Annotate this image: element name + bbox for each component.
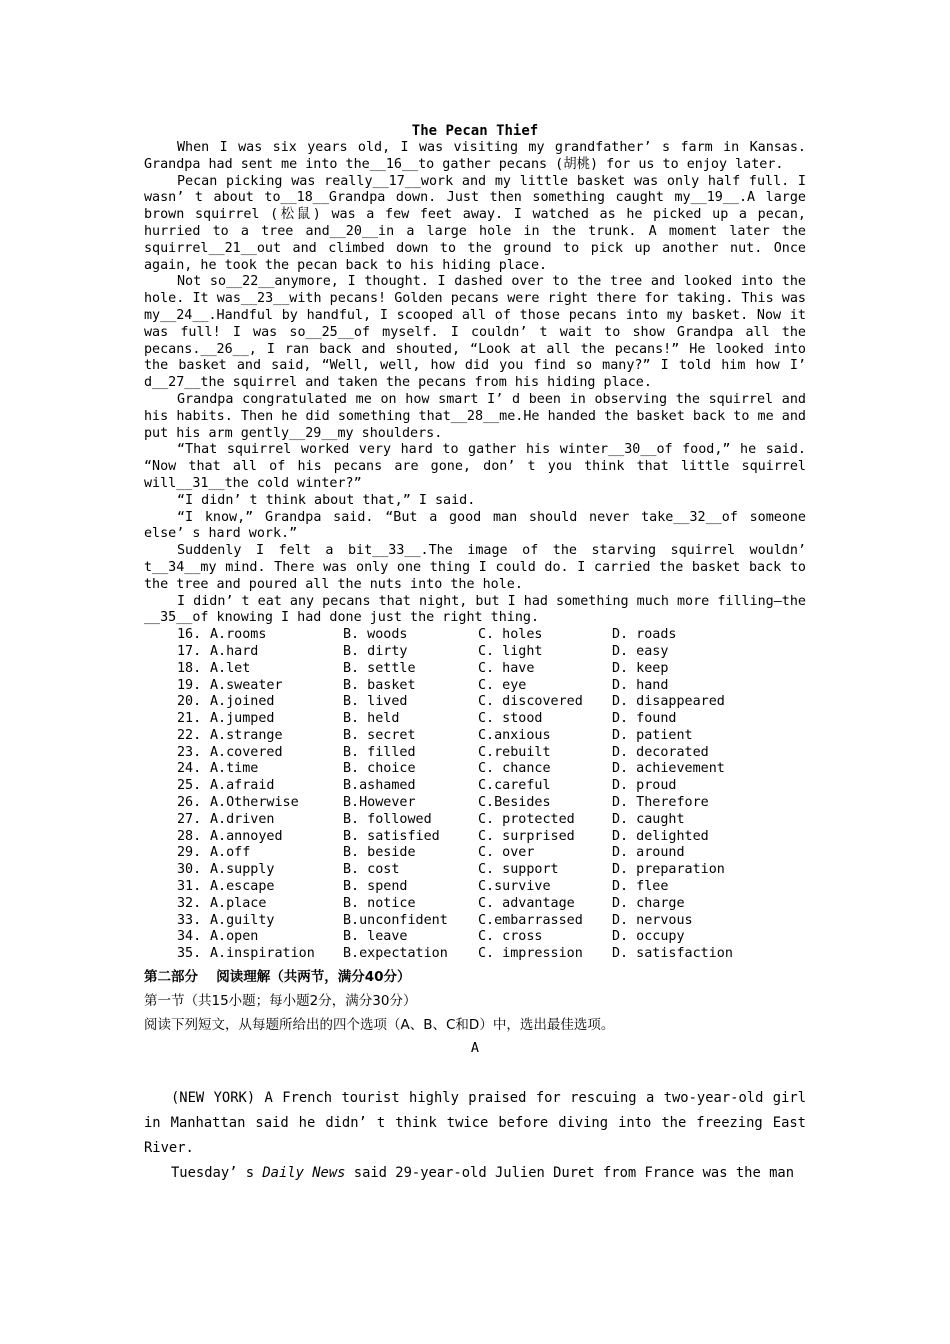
option-choice: A.hard — [210, 643, 259, 659]
question-number: 29. — [177, 845, 202, 861]
section-heading: 第二部分 阅读理解（共两节，满分40分） — [144, 969, 411, 986]
option-row — [144, 896, 806, 913]
document-page — [144, 122, 806, 1186]
option-row — [144, 678, 806, 695]
option-row — [144, 862, 806, 879]
question-number: 25. — [177, 778, 202, 794]
option-choice: D. patient — [612, 727, 693, 743]
option-choice: D. nervous — [612, 912, 693, 928]
cloze-paragraph: I didn’ t eat any pecans that night, but I had something much more filling—the __35__of knowing I had done just the right thing. — [144, 593, 806, 626]
cloze-paragraph: “I didn’ t think about that,” I said. — [177, 492, 476, 508]
question-number: 30. — [177, 862, 202, 878]
cloze-paragraph: Suddenly I felt a bit__33__.The image of the starving squirrel wouldn’ t__34__my mind. There was only one thing I could do. I carried the basket back to the tree and poured all the nuts into the hole. — [144, 543, 806, 592]
option-choice: A.inspiration — [210, 946, 315, 962]
newspaper-name: Daily News — [262, 1165, 346, 1182]
cloze-passage — [144, 140, 806, 627]
section-instruction: 阅读下列短文，从每题所给出的四个选项（A、B、C和D）中，选出最佳选项。 — [144, 1017, 615, 1034]
question-number: 21. — [177, 711, 202, 727]
passage-label: A — [470, 1040, 480, 1057]
option-choice: B. cost — [343, 862, 400, 878]
option-choice: A.annoyed — [210, 828, 283, 844]
cloze-paragraph: When I was six years old, I was visiting my grandfather’ s farm in Kansas. Grandpa had sent me into the__16__to gather pecans (胡桃) for us to enjoy later. — [144, 140, 806, 172]
option-row — [144, 728, 806, 745]
option-row — [144, 812, 806, 829]
option-choice: A.open — [210, 929, 259, 945]
cloze-paragraph: Grandpa congratulated me on how smart I’ d been in observing the squirrel and his habits. Then he did something that__28__me.He handed the basket back to me and put his arm gently__29__my shoulders. — [144, 391, 806, 441]
option-choice: D. around — [612, 845, 685, 861]
option-choice: C. protected — [478, 811, 575, 827]
news-paragraph-1: (NEW YORK) A French tourist highly praised for rescuing a two-year-old girl in Manhattan said he didn’ t think twice before diving into the freezing East River. — [144, 1090, 806, 1157]
question-number: 24. — [177, 761, 202, 777]
option-choice: D. proud — [612, 778, 677, 794]
option-choice: C. chance — [478, 761, 551, 777]
option-choice: C. eye — [478, 677, 527, 693]
option-choice: B. beside — [343, 845, 416, 861]
question-number: 16. — [177, 627, 202, 643]
option-choice: B. leave — [343, 929, 408, 945]
option-choice: C. over — [478, 845, 535, 861]
option-choice: D. hand — [612, 677, 669, 693]
option-choice: A.off — [210, 845, 251, 861]
cloze-paragraph: “That squirrel worked very hard to gather his winter__30__of food,” he said. “Now that all of his pecans are gone, don’ t you think that little squirrel will__31__the cold winter?” — [144, 442, 806, 491]
question-number: 26. — [177, 795, 202, 811]
option-choice: C. impression — [478, 946, 583, 962]
option-choice: C. cross — [478, 929, 543, 945]
option-choice: D. occupy — [612, 929, 685, 945]
news-paragraph-2 — [144, 1161, 806, 1186]
option-row — [144, 694, 806, 711]
option-choice: D. charge — [612, 895, 685, 911]
question-number: 32. — [177, 895, 202, 911]
question-number: 34. — [177, 929, 202, 945]
option-choice: D. delighted — [612, 828, 709, 844]
option-choice: C.survive — [478, 879, 551, 895]
option-choice: B.However — [343, 795, 416, 811]
option-row — [144, 829, 806, 846]
option-choice: B. spend — [343, 879, 408, 895]
question-number: 20. — [177, 694, 202, 710]
option-row — [144, 761, 806, 778]
option-choice: B. choice — [343, 761, 416, 777]
option-choice: C. surprised — [478, 828, 575, 844]
option-choice: C.careful — [478, 778, 551, 794]
option-choice: C. holes — [478, 627, 543, 643]
option-row — [144, 778, 806, 795]
option-row — [144, 929, 806, 946]
option-choice: B. basket — [343, 677, 416, 693]
option-choice: C.rebuilt — [478, 744, 551, 760]
option-choice: B. notice — [343, 895, 416, 911]
option-choice: B.expectation — [343, 946, 448, 962]
option-choice: A.joined — [210, 694, 275, 710]
option-choice: D. flee — [612, 879, 669, 895]
news-text: Tuesday’ s — [171, 1165, 263, 1182]
option-choice: A.let — [210, 660, 251, 676]
option-choice: A.time — [210, 761, 259, 777]
options-list — [144, 627, 806, 963]
option-choice: B. dirty — [343, 643, 408, 659]
cloze-paragraph: Pecan picking was really__17__work and my little basket was only half full. I wasn’ t about to__18__Grandpa down. Just then something caught my__19__.A large brown squirrel (松鼠) was a few feet away. I watched as he picked up a pecan, hurried to a tree and__20__in a large hole in the trunk. A moment later the squirrel__21__out and climbed down to the ground to pick up another nut. Once again, he took the pecan back to his hiding place. — [144, 173, 806, 273]
option-choice: C. advantage — [478, 895, 575, 911]
section-subheading: 第一节（共15小题；每小题2分，满分30分） — [144, 993, 417, 1010]
option-choice: C. support — [478, 862, 559, 878]
option-choice: A.strange — [210, 727, 283, 743]
option-choice: C.embarrassed — [478, 912, 583, 928]
question-number: 19. — [177, 677, 202, 693]
news-text: said 29-year-old Julien Duret from France was the man — [345, 1165, 795, 1182]
option-row — [144, 711, 806, 728]
option-choice: B. held — [343, 711, 400, 727]
option-row — [144, 845, 806, 862]
option-row — [144, 946, 806, 963]
question-number: 31. — [177, 879, 202, 895]
option-choice: A.driven — [210, 811, 275, 827]
option-row — [144, 644, 806, 661]
option-row — [144, 795, 806, 812]
option-choice: D. preparation — [612, 862, 725, 878]
option-choice: A.jumped — [210, 711, 275, 727]
option-choice: A.rooms — [210, 627, 267, 643]
option-choice: D. found — [612, 711, 677, 727]
option-choice: D. decorated — [612, 744, 709, 760]
option-row — [144, 913, 806, 930]
option-choice: A.supply — [210, 862, 275, 878]
option-choice: B. satisfied — [343, 828, 440, 844]
question-number: 28. — [177, 828, 202, 844]
option-choice: A.sweater — [210, 677, 283, 693]
option-choice: D. Therefore — [612, 795, 709, 811]
option-choice: B. settle — [343, 660, 416, 676]
question-number: 18. — [177, 660, 202, 676]
option-choice: C. discovered — [478, 694, 583, 710]
passage-title: The Pecan Thief — [411, 123, 539, 139]
option-choice: C.Besides — [478, 795, 551, 811]
option-choice: A.guilty — [210, 912, 275, 928]
option-row — [144, 627, 806, 644]
option-choice: C. have — [478, 660, 535, 676]
option-choice: D. easy — [612, 643, 669, 659]
question-number: 35. — [177, 946, 202, 962]
option-choice: B. lived — [343, 694, 408, 710]
option-choice: C. stood — [478, 711, 543, 727]
option-choice: B. secret — [343, 727, 416, 743]
cloze-paragraph: “I know,” Grandpa said. “But a good man should never take__32__of someone else’ s hard work.” — [144, 509, 806, 542]
question-number: 22. — [177, 727, 202, 743]
option-choice: B. filled — [343, 744, 416, 760]
option-choice: A.afraid — [210, 778, 275, 794]
option-choice: D. achievement — [612, 761, 725, 777]
option-choice: D. roads — [612, 627, 677, 643]
option-choice: A.covered — [210, 744, 283, 760]
option-choice: A.Otherwise — [210, 795, 299, 811]
option-choice: D. keep — [612, 660, 669, 676]
option-choice: B.unconfident — [343, 912, 448, 928]
question-number: 33. — [177, 912, 202, 928]
option-row — [144, 661, 806, 678]
option-choice: C. light — [478, 643, 543, 659]
option-choice: A.escape — [210, 879, 275, 895]
option-choice: D. caught — [612, 811, 685, 827]
option-row — [144, 745, 806, 762]
question-number: 23. — [177, 744, 202, 760]
option-choice: A.place — [210, 895, 267, 911]
option-choice: B.ashamed — [343, 778, 416, 794]
question-number: 17. — [177, 643, 202, 659]
option-choice: D. disappeared — [612, 694, 725, 710]
question-number: 27. — [177, 811, 202, 827]
option-choice: B. woods — [343, 627, 408, 643]
option-choice: C.anxious — [478, 727, 551, 743]
option-choice: D. satisfaction — [612, 946, 733, 962]
cloze-paragraph: Not so__22__anymore, I thought. I dashed over to the tree and looked into the hole. It was__23__with pecans! Golden pecans were right there for taking. This was my__24__.Handful by handful, I scooped all of those pecans into my basket. Now it was full! I was so__25__of myself. I couldn’ t wait to show Grandpa all the pecans.__26__, I ran back and shouted, “Look at all the pecans!” He looked into the basket and said, “Well, well, how did you find so many?” I told him how I’ d__27__the squirrel and taken the pecans from his hiding place. — [144, 274, 806, 391]
option-row — [144, 879, 806, 896]
option-choice: B. followed — [343, 811, 432, 827]
